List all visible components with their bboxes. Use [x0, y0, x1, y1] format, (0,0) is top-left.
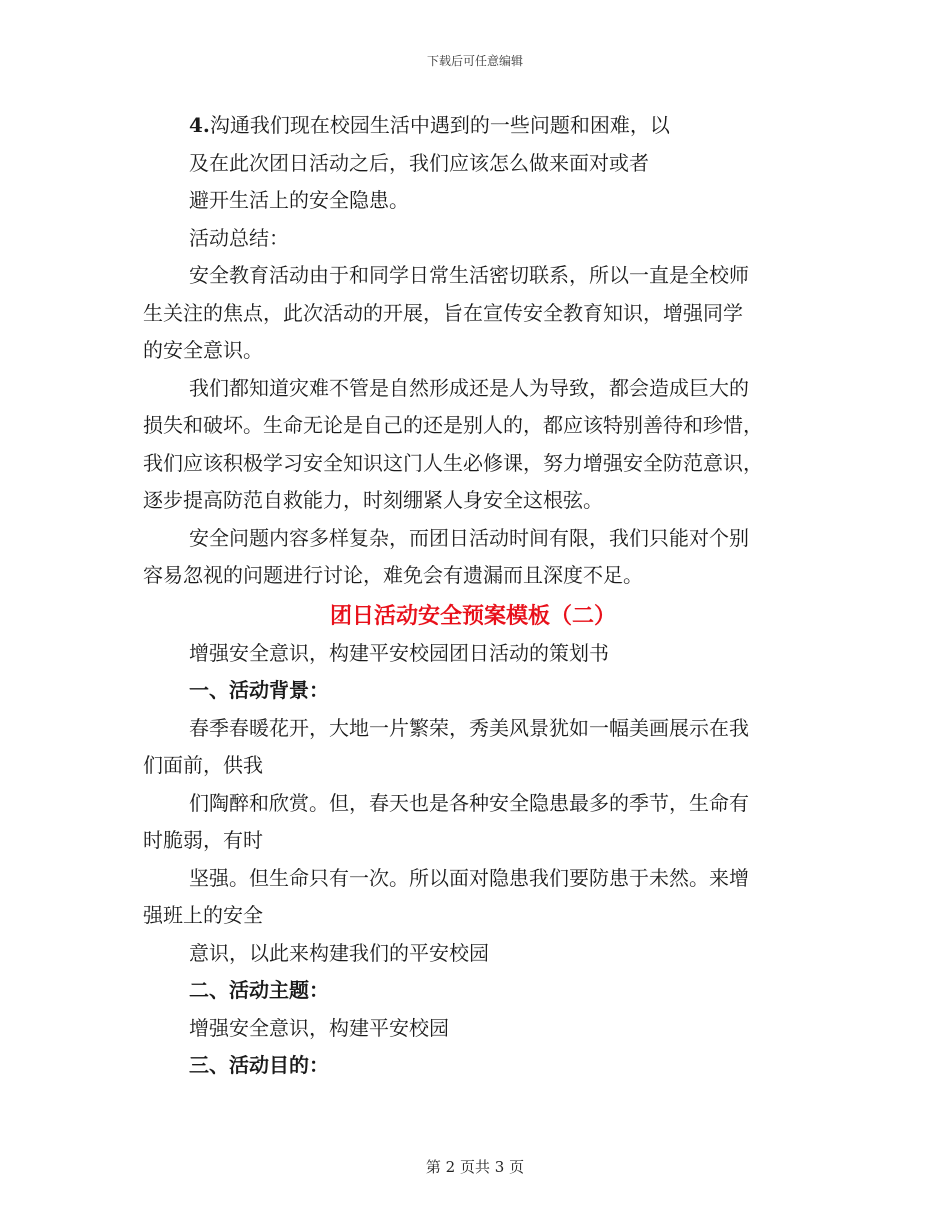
section-title: 团日活动安全预案模板（二） [329, 602, 616, 629]
item-4-line-3: 避开生活上的安全隐患。 [189, 188, 409, 212]
heading-theme: 二、活动主题： [189, 978, 329, 1002]
paragraph-3-line-1: 安全问题内容多样复杂，而团日活动时间有限，我们只能对个别 [189, 525, 749, 550]
summary-label: 活动总结： [189, 225, 289, 250]
background-line-1: 春季春暖花开，大地一片繁荣，秀美风景犹如一幅美画展示在我 [189, 715, 749, 740]
paragraph-2-line-4: 逐步提高防范自救能力，时刻绷紧人身安全这根弦。 [143, 488, 603, 512]
page-header: 下载后可任意编辑 [426, 54, 523, 68]
paragraph-2-line-2: 损失和破坏。生命无论是自己的还是别人的，都应该特别善待和珍惜， [143, 413, 763, 437]
background-line-6: 强班上的安全 [143, 903, 263, 927]
background-line-4: 时脆弱，有时 [143, 828, 263, 852]
paragraph-1-line-2: 生关注的焦点，此次活动的开展，旨在宣传安全教育知识，增强同学 [143, 300, 743, 325]
background-line-7: 意识，以此来构建我们的平安校园 [189, 940, 489, 965]
item-4-number: 4. [189, 113, 210, 137]
item-4-line-2: 及在此次团日活动之后，我们应该怎么做来面对或者 [189, 150, 649, 175]
item-4-line-1: 4.沟通我们现在校园生活中遇到的一些问题和困难，以 [189, 113, 670, 137]
paragraph-2-line-3: 我们应该积极学习安全知识这门人生必修课，努力增强安全防范意识， [143, 450, 763, 475]
paragraph-1-line-1: 安全教育活动由于和同学日常生活密切联系，所以一直是全校师 [189, 263, 749, 287]
background-line-3: 们陶醉和欣赏。但，春天也是各种安全隐患最多的季节，生命有 [189, 790, 749, 815]
heading-background: 一、活动背景： [189, 678, 329, 702]
subtitle: 增强安全意识，构建平安校园团日活动的策划书 [189, 640, 609, 665]
heading-purpose: 三、活动目的： [189, 1053, 329, 1077]
paragraph-3-line-2: 容易忽视的问题进行讨论，难免会有遗漏而且深度不足。 [143, 563, 643, 587]
background-line-5: 坚强。但生命只有一次。所以面对隐患我们要防患于未然。来增 [189, 865, 749, 890]
paragraph-1-line-3: 的安全意识。 [143, 338, 263, 362]
theme-text: 增强安全意识，构建平安校园 [189, 1015, 449, 1040]
background-line-2: 们面前，供我 [143, 753, 263, 777]
page-footer: 第 2 页共 3 页 [425, 1158, 525, 1176]
document-body [143, 107, 803, 1085]
paragraph-2-line-1: 我们都知道灾难不管是自然形成还是人为导致，都会造成巨大的 [189, 375, 749, 400]
